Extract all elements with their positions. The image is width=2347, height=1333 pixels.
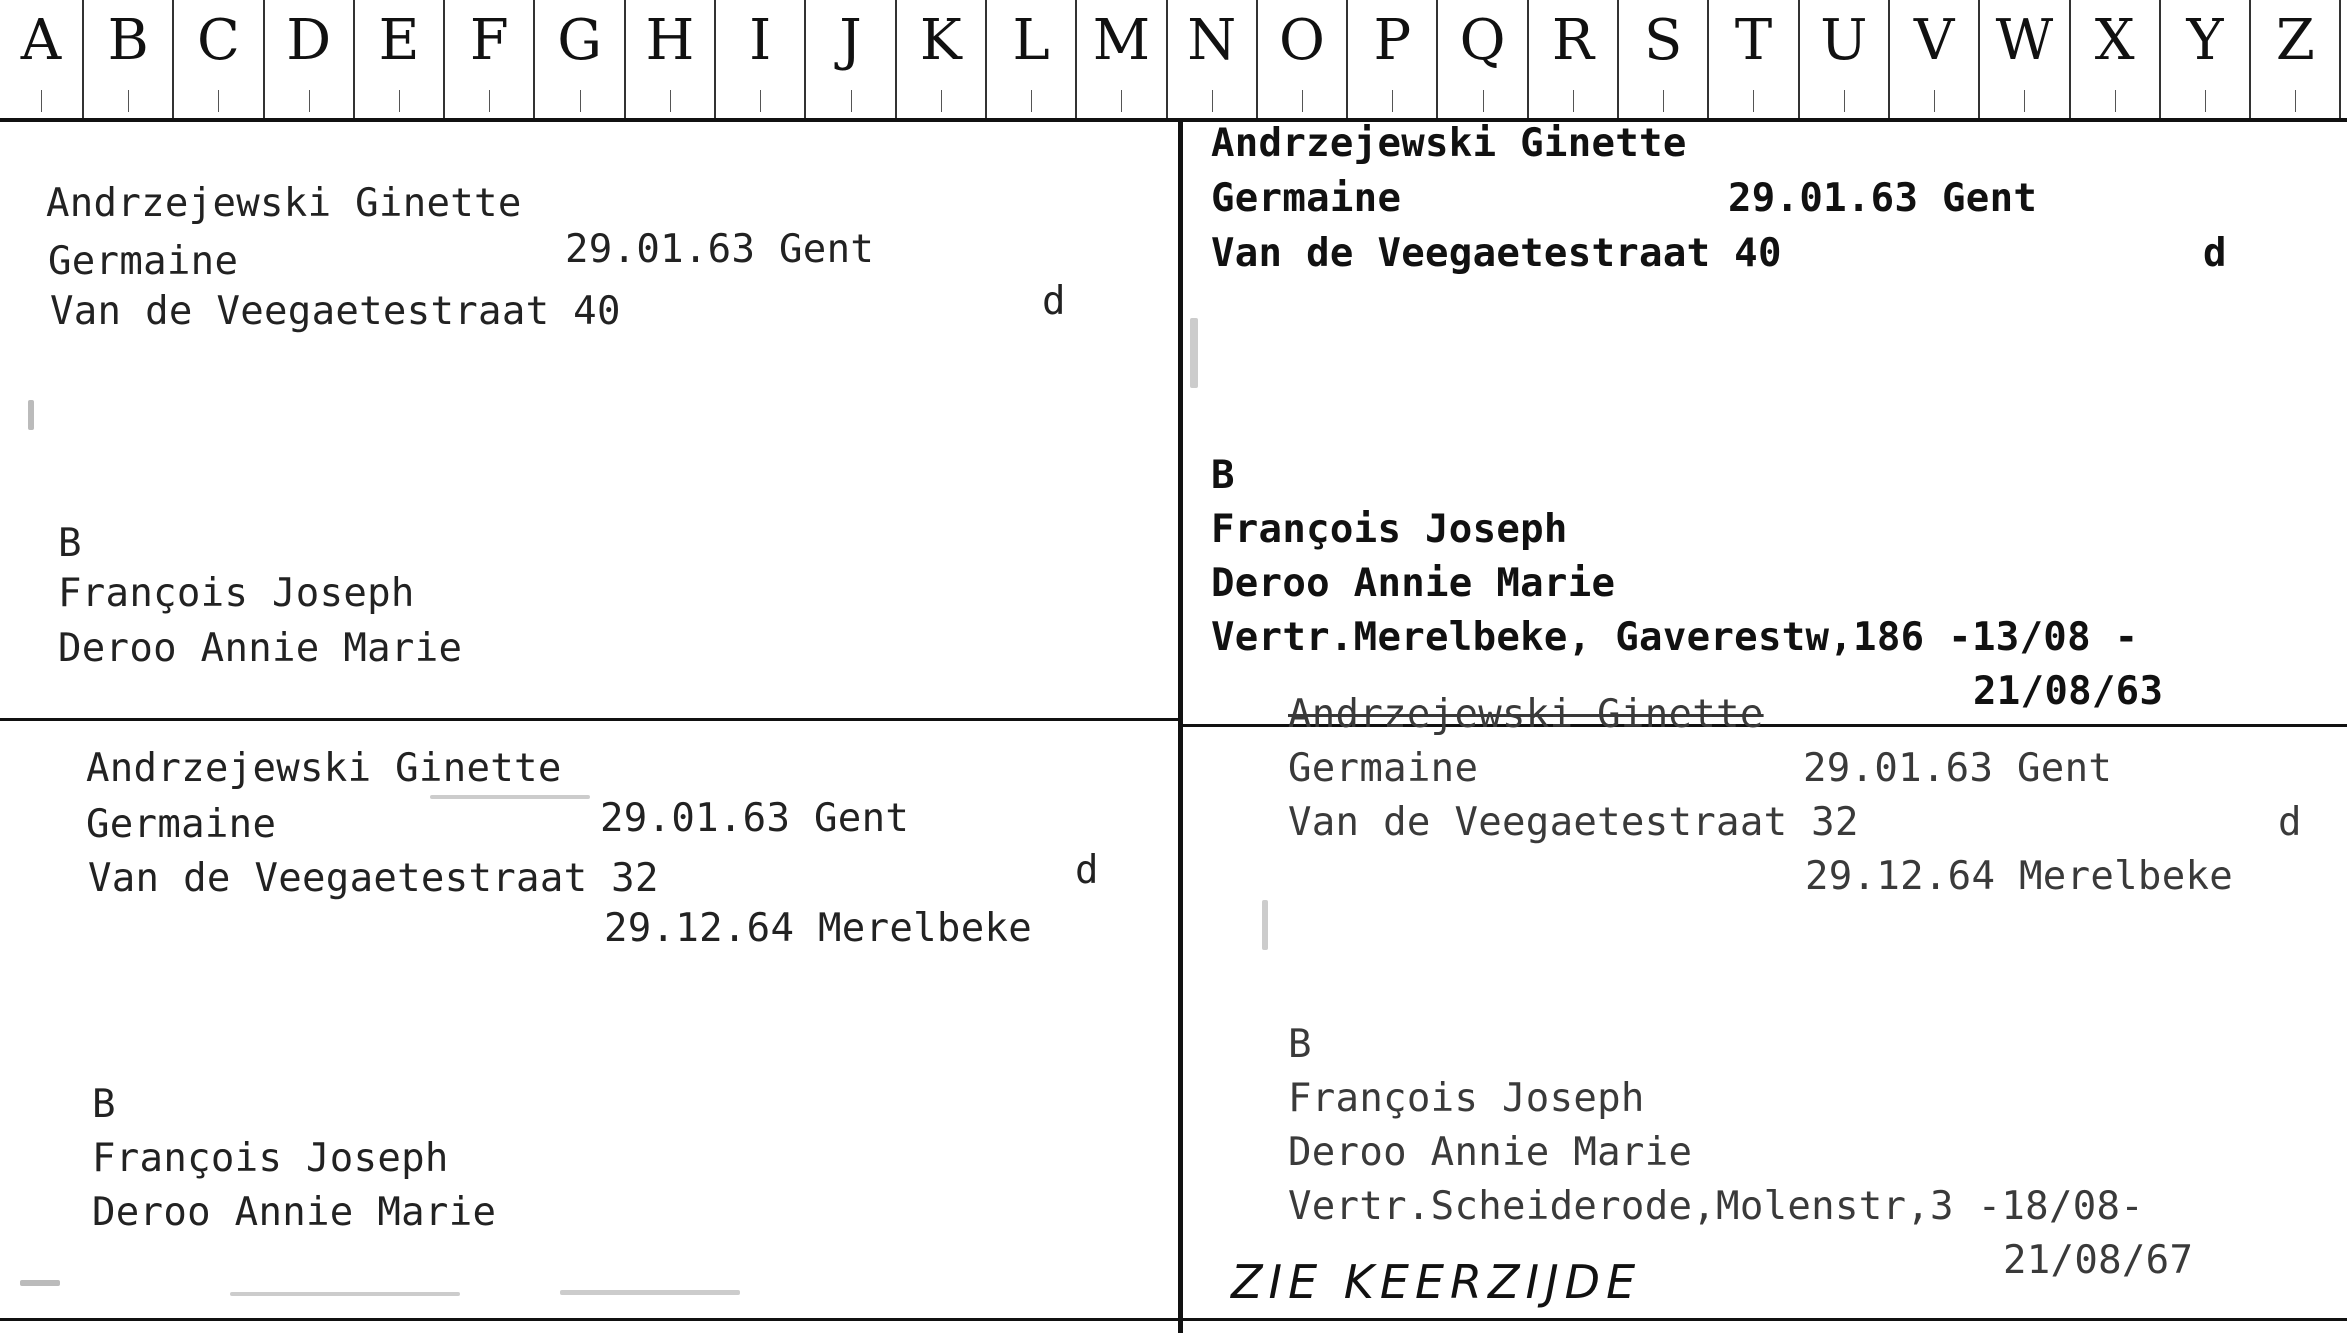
birth-date-place: 29.01.63 Gent xyxy=(565,227,875,272)
index-letter-o: O xyxy=(1258,0,1348,118)
index-letter-e: E xyxy=(355,0,445,118)
departure-date: 21/08/67 xyxy=(2003,1238,2194,1283)
record-card-top-right xyxy=(1183,122,2347,724)
index-letter-g: G xyxy=(535,0,625,118)
scan-speck xyxy=(1262,900,1268,950)
index-letter-r: R xyxy=(1529,0,1619,118)
status-code: d xyxy=(1042,279,1066,324)
arrival-entry: 29.12.64 Merelbeke xyxy=(1805,854,2234,899)
index-letter-s: S xyxy=(1619,0,1709,118)
scan-speck xyxy=(430,795,590,799)
index-letter-f: F xyxy=(445,0,535,118)
mother-name: Deroo Annie Marie xyxy=(1288,1130,1693,1175)
mother-name: Deroo Annie Marie xyxy=(1211,561,1616,606)
scan-speck xyxy=(20,1280,60,1286)
person-name: Andrzejewski Ginette xyxy=(1211,121,1687,166)
parents-marker: B xyxy=(92,1082,116,1127)
index-letter-a: A xyxy=(0,0,84,118)
index-letter-b: B xyxy=(84,0,174,118)
person-name: Andrzejewski Ginette xyxy=(1288,692,1764,737)
departure-date: 21/08/63 xyxy=(1973,669,2164,714)
index-letter-j: J xyxy=(806,0,896,118)
birth-date-place: 29.01.63 Gent xyxy=(1803,746,2113,791)
arrival-entry: 29.12.64 Merelbeke xyxy=(604,906,1033,951)
index-letter-n: N xyxy=(1168,0,1258,118)
index-letter-m: M xyxy=(1077,0,1167,118)
index-letter-z: Z xyxy=(2251,0,2341,118)
person-name: Andrzejewski Ginette xyxy=(46,181,522,226)
status-code: d xyxy=(2203,231,2227,276)
mother-name: Deroo Annie Marie xyxy=(58,626,463,671)
mother-name: Deroo Annie Marie xyxy=(92,1190,497,1235)
father-name: François Joseph xyxy=(92,1136,449,1181)
index-letter-w: W xyxy=(1980,0,2070,118)
index-letter-t: T xyxy=(1709,0,1799,118)
person-given-name: Germaine xyxy=(48,239,239,284)
address: Van de Veegaetestraat 32 xyxy=(1288,800,1859,845)
scan-speck xyxy=(28,400,34,430)
record-card-bottom-left xyxy=(0,721,1178,1318)
birth-date-place: 29.01.63 Gent xyxy=(1728,176,2038,221)
address: Van de Veegaetestraat 32 xyxy=(88,856,659,901)
index-letter-h: H xyxy=(626,0,716,118)
scan-speck xyxy=(560,1290,740,1295)
parents-marker: B xyxy=(1288,1022,1312,1067)
index-letter-x: X xyxy=(2071,0,2161,118)
birth-date-place: 29.01.63 Gent xyxy=(600,796,910,841)
person-given-name: Germaine xyxy=(1211,176,1402,221)
status-code: d xyxy=(1075,848,1099,893)
parents-marker: B xyxy=(1211,453,1235,498)
record-card-top-left xyxy=(0,122,1178,718)
handwritten-note: ZIE KEERZIJDE xyxy=(1231,1255,1642,1309)
departure-entry: Vertr.Merelbeke, Gaverestw,186 -13/08 - xyxy=(1211,615,2139,660)
status-code: d xyxy=(2278,800,2302,845)
father-name: François Joseph xyxy=(1211,507,1568,552)
departure-entry: Vertr.Scheiderode,Molenstr,3 -18/08- xyxy=(1288,1184,2145,1229)
address: Van de Veegaetestraat 40 xyxy=(50,289,621,334)
index-letter-d: D xyxy=(265,0,355,118)
card-bottom-edge-right xyxy=(1183,1318,2347,1321)
index-letter-y: Y xyxy=(2161,0,2251,118)
address: Van de Veegaetestraat 40 xyxy=(1211,231,1782,276)
alphabet-index-strip xyxy=(0,0,2347,122)
card-bottom-edge-left xyxy=(0,1318,1180,1321)
father-name: François Joseph xyxy=(1288,1076,1645,1121)
record-card-bottom-right xyxy=(1183,692,2347,1318)
index-letter-l: L xyxy=(987,0,1077,118)
index-letter-q: Q xyxy=(1438,0,1528,118)
father-name: François Joseph xyxy=(58,571,415,616)
person-given-name: Germaine xyxy=(86,802,277,847)
person-name: Andrzejewski Ginette xyxy=(86,746,562,791)
person-given-name: Germaine xyxy=(1288,746,1479,791)
index-letter-i: I xyxy=(716,0,806,118)
index-letter-c: C xyxy=(174,0,264,118)
index-letter-v: V xyxy=(1890,0,1980,118)
parents-marker: B xyxy=(58,521,82,566)
index-letter-k: K xyxy=(897,0,987,118)
index-letter-p: P xyxy=(1348,0,1438,118)
index-letter-u: U xyxy=(1800,0,1890,118)
scan-speck xyxy=(1190,318,1198,388)
scan-speck xyxy=(230,1292,460,1296)
